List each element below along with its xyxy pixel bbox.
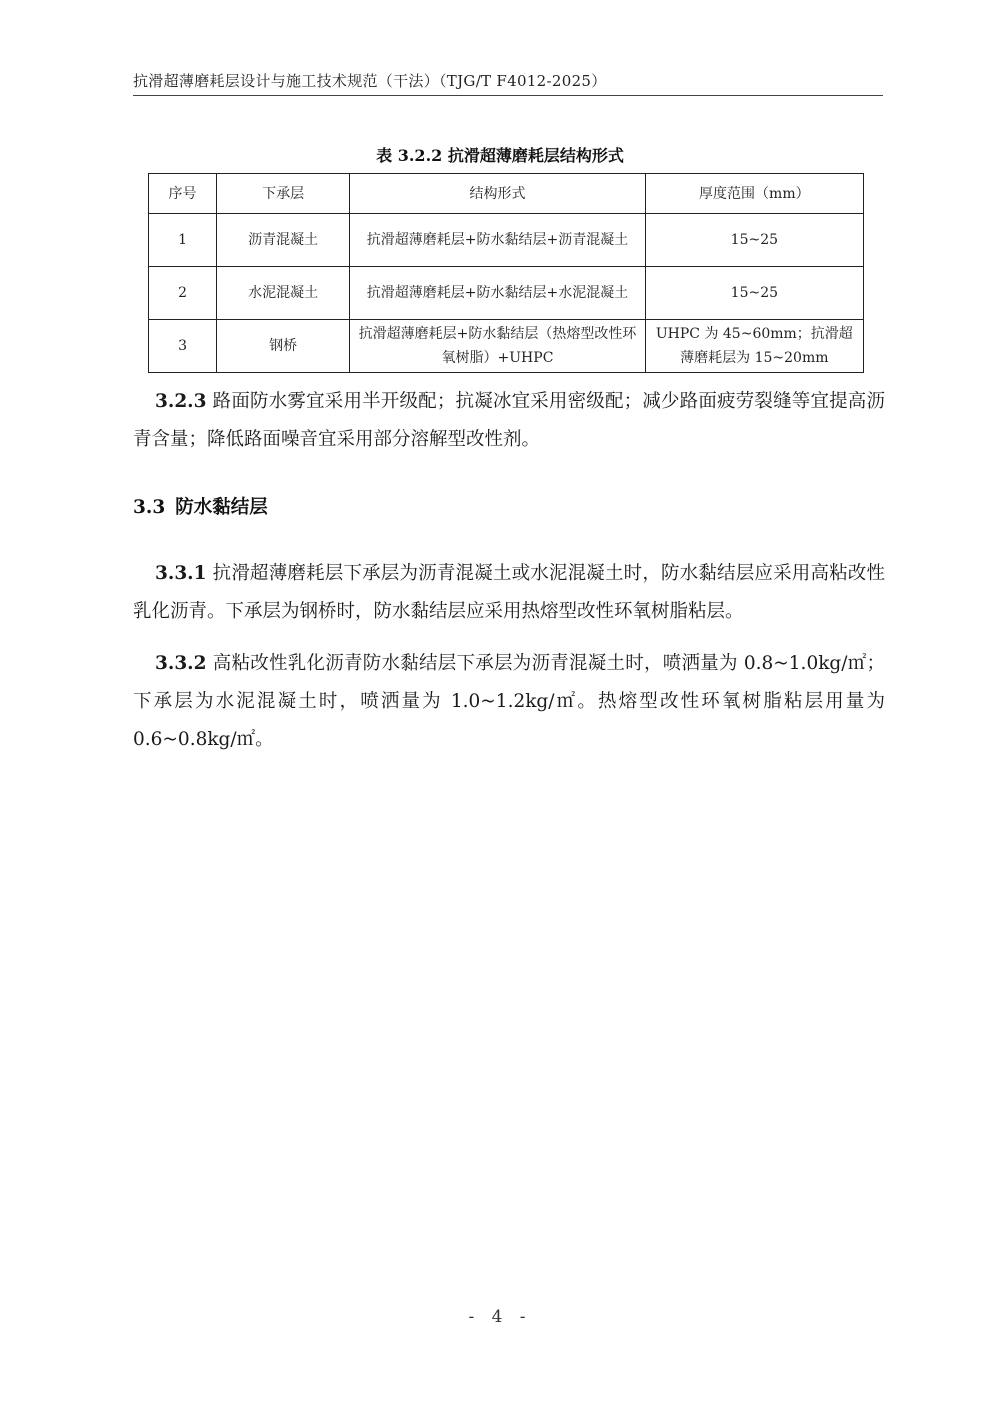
structure-table xyxy=(148,173,864,373)
table-cell: 3 xyxy=(149,320,217,373)
table-cell: 15~25 xyxy=(645,267,863,320)
table-cell: 抗滑超薄磨耗层+防水黏结层（热熔型改性环氧树脂）+UHPC xyxy=(350,320,645,373)
clause-number: 3.2.3 xyxy=(155,391,207,412)
section-number: 3.3 xyxy=(133,497,166,518)
table-cell: UHPC 为 45~60mm；抗滑超薄磨耗层为 15~20mm xyxy=(645,320,863,373)
table-row xyxy=(149,320,864,373)
page-number: - 4 - xyxy=(468,1307,532,1327)
table-cell: 抗滑超薄磨耗层+防水黏结层+水泥混凝土 xyxy=(350,267,645,320)
table-cell: 1 xyxy=(149,214,217,267)
column-header: 厚度范围（mm） xyxy=(645,174,863,214)
clause-3-3-1 xyxy=(133,555,885,631)
table-header-row xyxy=(149,174,864,214)
clause-text: 抗滑超薄磨耗层下承层为沥青混凝土或水泥混凝土时，防水黏结层应采用高粘改性乳化沥青。下承层为钢桥时，防水黏结层应采用热熔型改性环氧树脂粘层。 xyxy=(133,563,885,622)
running-header: 抗滑超薄磨耗层设计与施工技术规范（干法）（TJG/T F4012-2025） xyxy=(133,72,607,90)
table-cell: 沥青混凝土 xyxy=(217,214,350,267)
table-row xyxy=(149,267,864,320)
table-row xyxy=(149,214,864,267)
clause-3-2-3 xyxy=(133,383,885,459)
table-cell: 2 xyxy=(149,267,217,320)
section-title: 防水黏结层 xyxy=(175,497,268,518)
header-rule xyxy=(133,95,883,96)
section-heading xyxy=(133,493,268,519)
table-cell: 抗滑超薄磨耗层+防水黏结层+沥青混凝土 xyxy=(350,214,645,267)
clause-3-3-2 xyxy=(133,645,885,759)
column-header: 下承层 xyxy=(217,174,350,214)
table-cell: 水泥混凝土 xyxy=(217,267,350,320)
table-cell: 15~25 xyxy=(645,214,863,267)
clause-text: 路面防水雾宜采用半开级配；抗凝冰宜采用密级配；减少路面疲劳裂缝等宜提高沥青含量；降低路面噪音宜采用部分溶解型改性剂。 xyxy=(133,391,885,450)
column-header: 结构形式 xyxy=(350,174,645,214)
table-caption: 表 3.2.2 抗滑超薄磨耗层结构形式 xyxy=(376,146,624,165)
clause-number: 3.3.2 xyxy=(155,653,207,674)
clause-number: 3.3.1 xyxy=(155,563,207,584)
table-cell: 钢桥 xyxy=(217,320,350,373)
column-header: 序号 xyxy=(149,174,217,214)
clause-text: 高粘改性乳化沥青防水黏结层下承层为沥青混凝土时，喷洒量为 0.8~1.0kg/㎡；下承层为水泥混凝土时，喷洒量为 1.0~1.2kg/㎡。热熔型改性环氧树脂粘层用量为 0.6~0.8kg/㎡。 xyxy=(133,653,885,750)
